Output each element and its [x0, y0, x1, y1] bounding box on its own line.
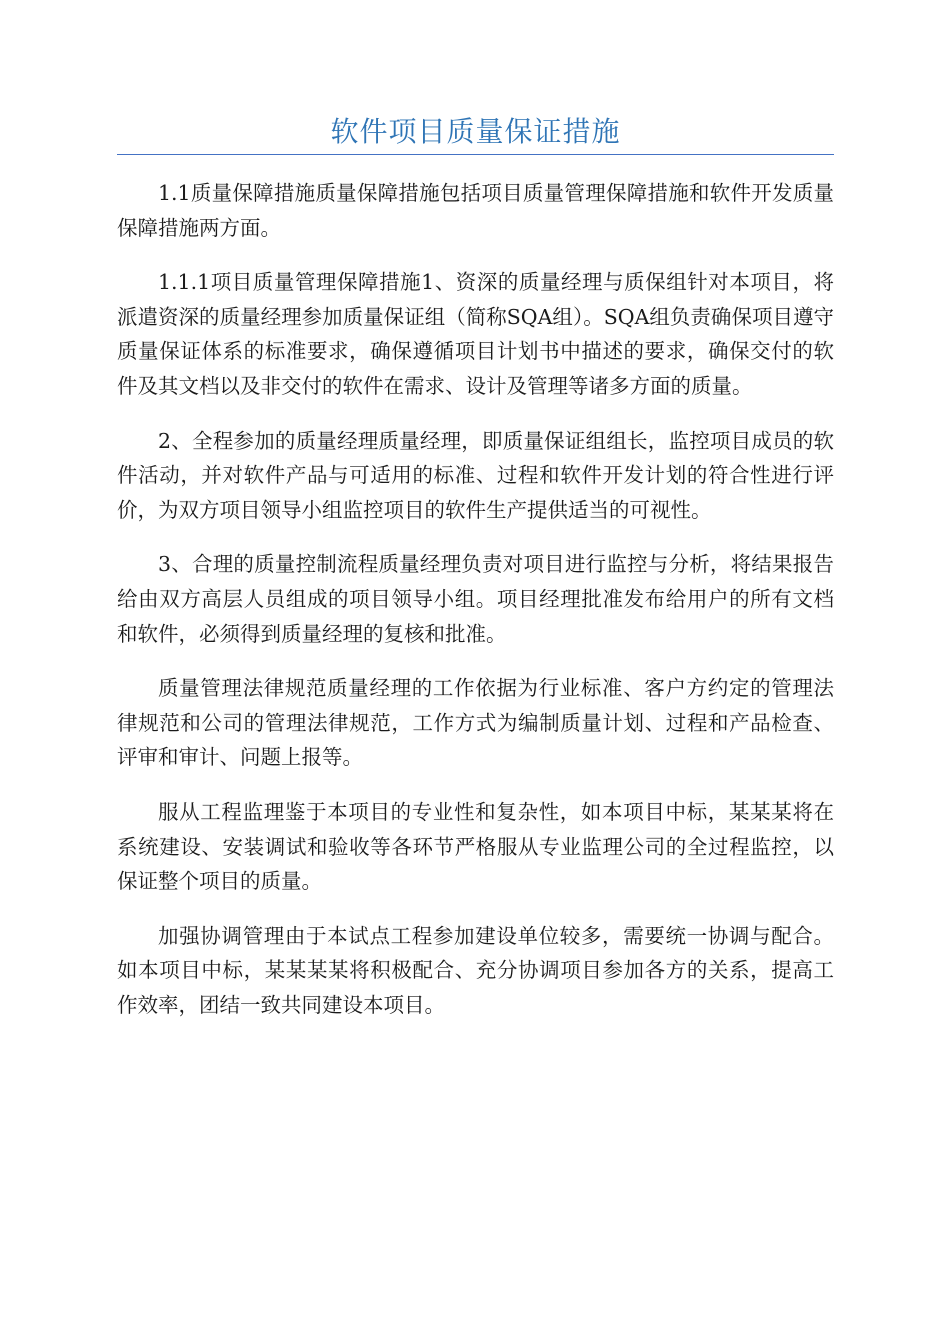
paragraph-1: 1.1质量保障措施质量保障措施包括项目质量管理保障措施和软件开发质量保障措施两方面。 — [117, 181, 834, 240]
paragraph-6: 服从工程监理鉴于本项目的专业性和复杂性，如本项目中标，某某某将在系统建设、安装调试和验收等各环节严格服从专业监理公司的全过程监控，以保证整个项目的质量。 — [117, 799, 834, 894]
paragraph-7: 加强协调管理由于本试点工程参加建设单位较多，需要统一协调与配合。如本项目中标，某某某某将积极配合、充分协调项目参加各方的关系，提高工作效率，团结一致共同建设本项目。 — [117, 923, 834, 1017]
paragraph-5: 质量管理法律规范质量经理的工作依据为行业标准、客户方约定的管理法律规范和公司的管理法律规范，工作方式为编制质量计划、过程和产品检查、评审和审计、问题上报等。 — [117, 676, 834, 770]
paragraph-4: 3、合理的质量控制流程质量经理负责对项目进行监控与分析，将结果报告给由双方高层人员组成的项目领导小组。项目经理批准发布给用户的所有文档和软件，必须得到质量经理的复核和批准。 — [117, 552, 834, 646]
paragraph-2: 1.1.1项目质量管理保障措施1、资深的质量经理与质保组针对本项目，将派遣资深的质量经理参加质量保证组（简称SQA组）。SQA组负责确保项目遵守质量保证体系的标准要求，确保遵循项目计划书中描述的要求，确保交付的软件及其文档以及非交付的软件在需求、设计及管理等诸多方面的质量。 — [117, 270, 834, 398]
paragraph-3: 2、全程参加的质量经理质量经理，即质量保证组组长，监控项目成员的软件活动，并对软件产品与可适用的标准、过程和软件开发计划的符合性进行评价，为双方项目领导小组监控项目的软件生产提供适当的可视性。 — [117, 428, 834, 522]
document-title: 软件项目质量保证措施 — [330, 115, 621, 148]
document-body — [117, 176, 834, 1042]
title-underline — [117, 154, 834, 155]
